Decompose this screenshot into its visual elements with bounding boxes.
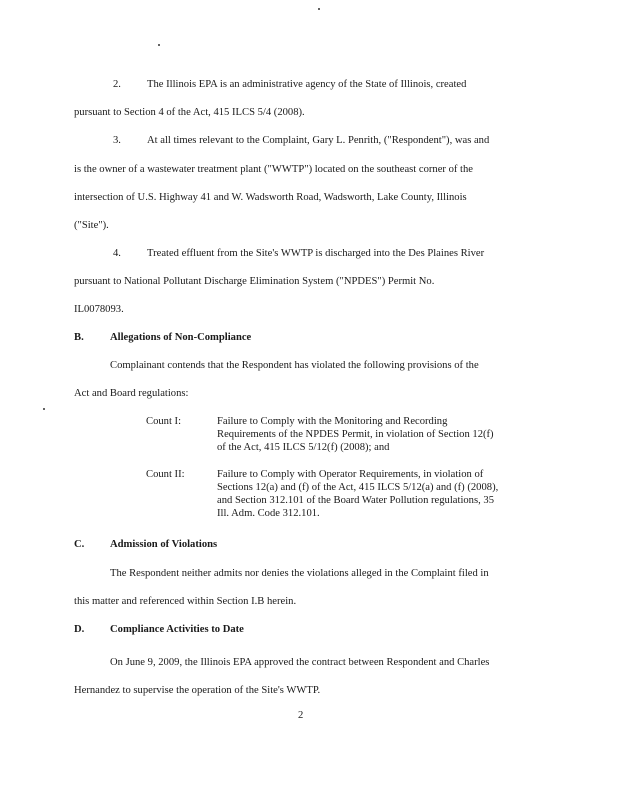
count-text-line: Ill. Adm. Code 312.101. [217, 508, 320, 519]
paragraph-line: ("Site"). [74, 220, 109, 231]
section-heading: Admission of Violations [110, 539, 218, 550]
paragraph-line: IL0078093. [74, 304, 124, 315]
section-intro-line: Complainant contends that the Respondent has violated the following provisions of the [110, 360, 479, 371]
count-text-line: and Section 312.101 of the Board Water Pollution regulations, 35 [217, 495, 494, 506]
count-label: Count I: [146, 416, 182, 427]
count-text-line: Sections 12(a) and (f) of the Act, 415 ILCS 5/12(a) and (f) (2008), [217, 482, 499, 493]
section-intro-line: Act and Board regulations: [74, 388, 189, 399]
count-text-line: Requirements of the NPDES Permit, in violation of Section 12(f) [217, 429, 494, 440]
paragraph-line: intersection of U.S. Highway 41 and W. Wadsworth Road, Wadsworth, Lake County, Illinois [74, 192, 467, 203]
section-letter: B. [74, 332, 84, 343]
section-line: On June 9, 2009, the Illinois EPA approved the contract between Respondent and Charles [110, 657, 490, 668]
paragraph-number: 2. [113, 79, 121, 90]
count-text-line: Failure to Comply with the Monitoring and Recording [217, 416, 448, 427]
paragraph-line: At all times relevant to the Complaint, Gary L. Penrith, ("Respondent"), was and [147, 135, 490, 146]
section-letter: D. [74, 624, 85, 635]
paragraph-line: pursuant to National Pollutant Discharge Elimination System ("NPDES") Permit No. [74, 276, 435, 287]
section-heading: Compliance Activities to Date [110, 624, 244, 635]
paragraph-line: Treated effluent from the Site's WWTP is discharged into the Des Plaines River [147, 248, 485, 259]
scan-speck [158, 44, 160, 46]
section-line: The Respondent neither admits nor denies the violations alleged in the Complaint filed in [110, 568, 489, 579]
paragraph-line: The Illinois EPA is an administrative agency of the State of Illinois, created [147, 79, 467, 90]
scan-speck [318, 8, 320, 10]
paragraph-number: 3. [113, 135, 121, 146]
section-heading: Allegations of Non-Compliance [110, 332, 252, 343]
paragraph-line: pursuant to Section 4 of the Act, 415 ILCS 5/4 (2008). [74, 107, 305, 118]
section-letter: C. [74, 539, 85, 550]
count-text-line: of the Act, 415 ILCS 5/12(f) (2008); and [217, 442, 390, 453]
section-line: Hernandez to supervise the operation of the Site's WWTP. [74, 685, 321, 696]
paragraph-number: 4. [113, 248, 121, 259]
page-number: 2 [298, 710, 304, 721]
paragraph-line: is the owner of a wastewater treatment plant ("WWTP") located on the southeast corner of the [74, 164, 473, 175]
count-text-line: Failure to Comply with Operator Requirements, in violation of [217, 469, 484, 480]
section-line: this matter and referenced within Section I.B herein. [74, 596, 297, 607]
scan-speck [43, 408, 45, 410]
count-label: Count II: [146, 469, 185, 480]
